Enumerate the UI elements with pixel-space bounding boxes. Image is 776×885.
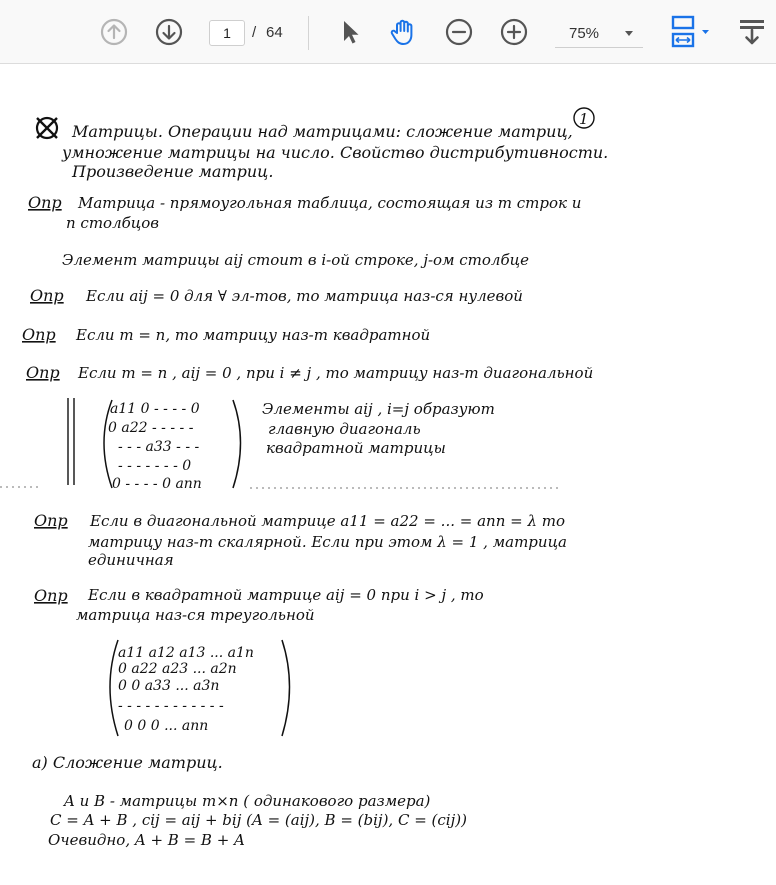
page-separator: /	[252, 24, 257, 41]
tri-matrix-row: a11 a12 a13 ... a1n	[118, 645, 254, 661]
toolbar-divider	[308, 16, 309, 50]
chevron-down-icon	[625, 31, 633, 36]
diagonal-matrix	[68, 398, 241, 492]
definition-5-line-3: единичная	[88, 551, 174, 569]
tri-matrix-row: 0 a22 a23 ... a2n	[118, 661, 237, 677]
download-button[interactable]	[736, 16, 768, 48]
diagonal-note-line-2: главную диагональ	[268, 420, 421, 438]
definition-label: Опр	[30, 286, 64, 305]
arrow-down-circle-icon	[154, 17, 184, 47]
element-definition: Элемент матрицы aij стоит в i-ой строке, j-ом столбце	[62, 251, 529, 269]
diag-matrix-row: - - - a33 - - -	[118, 439, 200, 455]
arrow-up-circle-icon	[99, 17, 129, 47]
sum-line-3: Очевидно, A + B = B + A	[48, 831, 245, 849]
definition-label: Опр	[22, 325, 56, 344]
sum-line-2: C = A + B , cij = aij + bij (A = (aij), B = (bij), C = (cij))	[50, 811, 467, 829]
handwritten-page-content	[0, 64, 776, 880]
diag-matrix-row: 0 - - - - 0 ann	[112, 476, 202, 492]
definition-1-line-2: n столбцов	[66, 214, 160, 232]
scan-artifact-line	[0, 487, 560, 488]
current-page-input[interactable]: 1	[209, 20, 245, 46]
definition-label: Опр	[28, 193, 62, 212]
diag-matrix-row: a11 0 - - - - 0	[110, 401, 200, 417]
definition-label: Опр	[34, 586, 68, 605]
cursor-arrow-icon	[338, 18, 362, 46]
next-page-button[interactable]	[153, 16, 185, 48]
section-a-heading: а) Сложение матриц.	[32, 753, 223, 772]
heading-line-1: Матрицы. Операции над матрицами: сложение матриц,	[72, 122, 573, 141]
diag-matrix-row: - - - - - - - 0	[118, 458, 192, 474]
page-number: 1	[579, 110, 589, 128]
definition-5-line-1: Если в диагональной матрице a11 = a22 = ... = ann = λ то	[90, 512, 565, 530]
definition-1-line-1: Матрица - прямоугольная таблица, состоящая из m строк и	[78, 194, 582, 212]
download-icon	[736, 16, 768, 48]
pdf-toolbar	[0, 0, 776, 64]
definition-label: Опр	[34, 511, 68, 530]
page-fit-button[interactable]	[668, 16, 714, 48]
previous-page-button[interactable]	[98, 16, 130, 48]
minus-circle-icon	[444, 17, 474, 47]
fit-width-icon	[668, 15, 714, 49]
plus-circle-icon	[499, 17, 529, 47]
pdf-page	[0, 64, 776, 880]
definition-6-line-1: Если в квадратной матрице aij = 0 при i > j , то	[88, 586, 484, 604]
heading-line-2: умножение матрицы на число. Свойство дистрибутивности.	[62, 143, 609, 162]
definition-2: Если aij = 0 для ∀ эл-тов, то матрица наз-ся нулевой	[86, 287, 523, 305]
zoom-out-button[interactable]	[443, 16, 475, 48]
definition-6-line-2: матрица наз-ся треугольной	[76, 606, 315, 624]
total-pages: 64	[266, 24, 283, 41]
definition-4: Если m = n , aij = 0 , при i ≠ j , то матрицу наз-т диагональной	[78, 364, 594, 382]
diagonal-note-line-3: квадратной матрицы	[266, 439, 446, 457]
triangular-matrix	[110, 640, 290, 736]
sum-line-1: A и B - матрицы m×n ( одинакового размера)	[64, 792, 431, 810]
select-tool-button[interactable]	[334, 16, 366, 48]
diag-matrix-row: 0 a22 - - - - -	[108, 420, 194, 436]
zoom-select[interactable]	[555, 18, 643, 48]
diagonal-note-line-1: Элементы aij , i=j образуют	[262, 400, 495, 418]
hand-icon	[387, 16, 419, 48]
tri-matrix-row: 0 0 0 ... ann	[124, 718, 209, 734]
heading-line-3: Произведение матриц.	[72, 162, 274, 181]
crossed-circle-mark	[37, 118, 57, 138]
tri-matrix-row: - - - - - - - - - - - -	[118, 698, 224, 714]
definition-5-line-2: матрицу наз-т скалярной. Если при этом λ = 1 , матрица	[88, 533, 567, 551]
hand-tool-button[interactable]	[387, 16, 419, 48]
tri-matrix-row: 0 0 a33 ... a3n	[118, 678, 220, 694]
zoom-in-button[interactable]	[498, 16, 530, 48]
definition-3: Если m = n, то матрицу наз-т квадратной	[76, 326, 431, 344]
zoom-value: 75%	[569, 25, 600, 42]
definition-label: Опр	[26, 363, 60, 382]
